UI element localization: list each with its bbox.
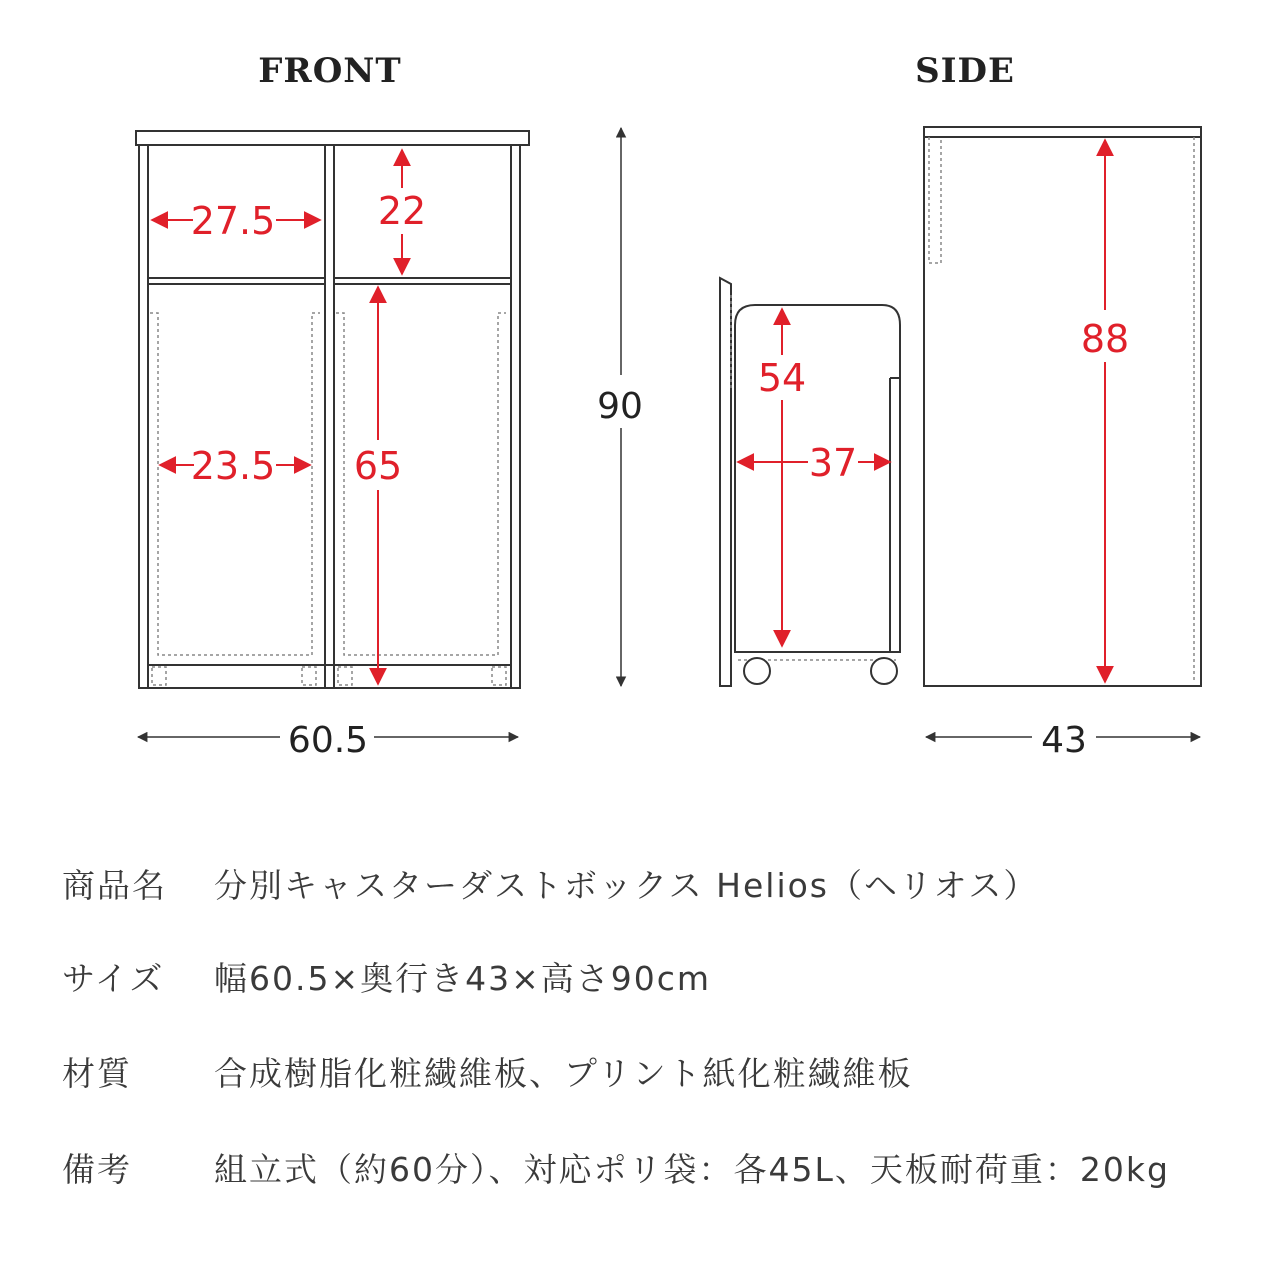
side-cabinet-drawing: [924, 127, 1201, 686]
spec-value: 合成樹脂化粧繊維板、プリント紙化粧繊維板: [214, 1053, 913, 1093]
spec-value: 幅60.5×奥行き43×高さ90cm: [214, 958, 712, 998]
spec-row-material: [62, 1046, 1252, 1096]
rear-caster-wheel: [871, 658, 897, 684]
spec-label: 備考: [62, 1149, 132, 1189]
spec-row-size: [62, 951, 1252, 1001]
spec-row-notes: [62, 1142, 1252, 1192]
spec-value: 組立式（約60分）、対応ポリ袋：各45L、天板耐荷重：20kg: [214, 1149, 1170, 1189]
bin-height-label: 54: [757, 356, 807, 400]
top-inner-width-label: 27.5: [190, 199, 276, 243]
spec-row-product-name: [62, 858, 1252, 908]
spec-value: 分別キャスターダストボックス Helios（ヘリオス）: [214, 865, 1039, 905]
lower-inner-width-label: 23.5: [190, 444, 276, 488]
side-view-title: SIDE: [915, 51, 1015, 91]
overall-width-label: 60.5: [287, 720, 369, 761]
front-view-title: FRONT: [258, 51, 402, 91]
inner-height-label: 88: [1080, 317, 1130, 361]
side-cabinet-hidden-lines: [929, 137, 1194, 682]
overall-height-label: 90: [597, 386, 643, 427]
spec-label: サイズ: [62, 958, 165, 998]
front-caster-wheel: [744, 658, 770, 684]
top-inner-height-label: 22: [377, 189, 427, 233]
spec-label: 材質: [62, 1053, 132, 1093]
spec-label: 商品名: [62, 865, 167, 905]
overall-depth-label: 43: [1041, 720, 1087, 761]
front-bins-outline: [150, 313, 506, 685]
bin-depth-label: 37: [808, 441, 858, 485]
lower-inner-height-label: 65: [353, 444, 403, 488]
